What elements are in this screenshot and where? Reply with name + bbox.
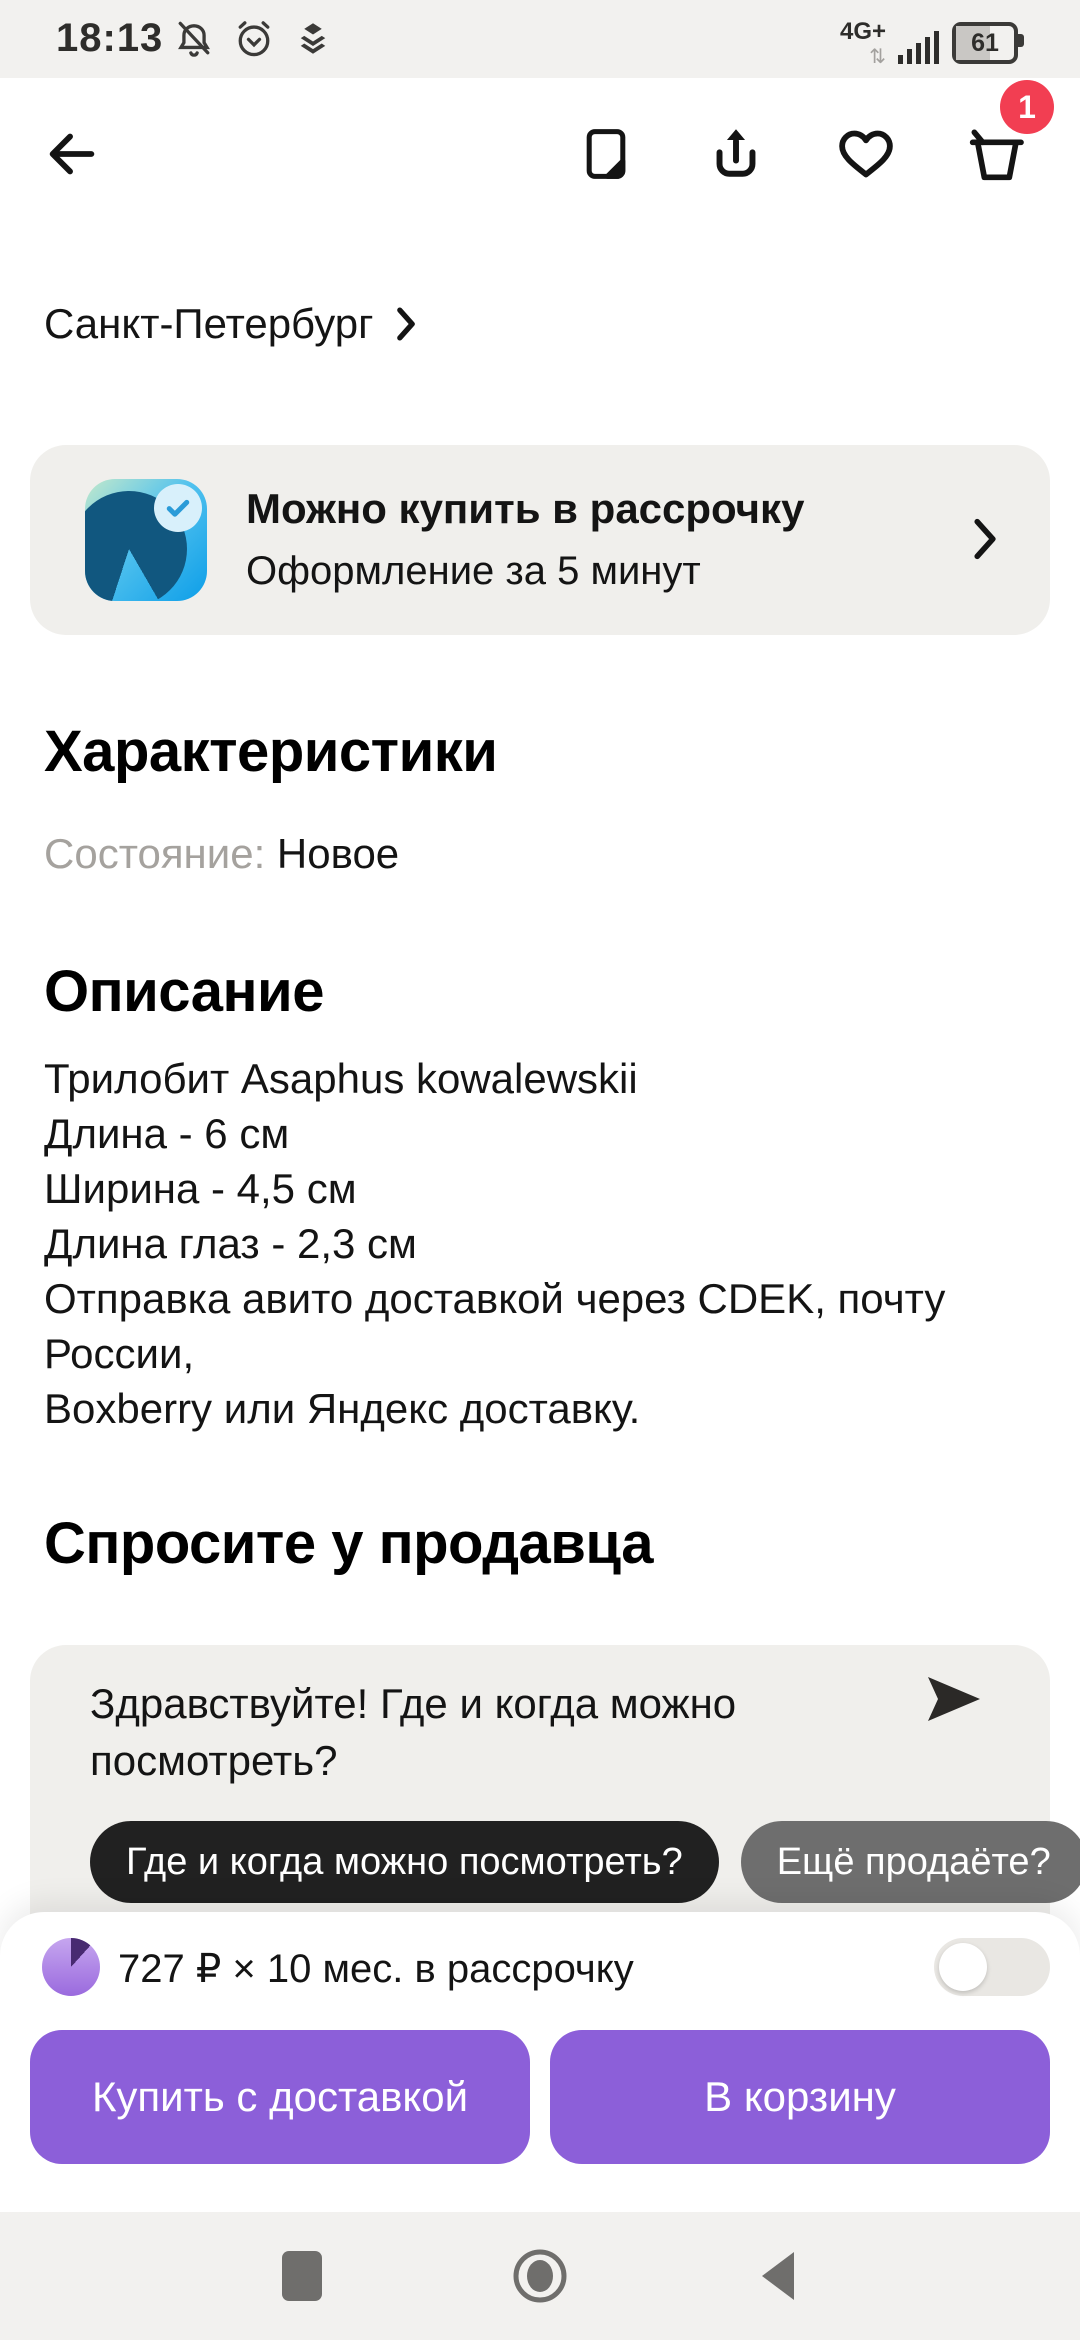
- characteristic-value: Новое: [276, 830, 400, 877]
- android-navigation-bar: [0, 2212, 1080, 2340]
- chevron-right-icon: [972, 517, 998, 561]
- recents-square-icon: [281, 2250, 323, 2302]
- quick-reply-chips: [90, 1821, 1080, 1903]
- battery-icon: [952, 22, 1018, 64]
- characteristics-heading: Характеристики: [44, 719, 498, 784]
- header-actions: [578, 88, 1036, 182]
- heart-icon: [837, 127, 895, 181]
- city-label: Санкт-Петербург: [44, 300, 374, 347]
- home-circle-icon: [512, 2248, 568, 2304]
- purchase-bottom-sheet: [0, 1912, 1080, 2212]
- network-activity-arrows: ⇅: [869, 44, 886, 68]
- description-line: Длина глаз - 2,3 см: [44, 1220, 417, 1267]
- send-button[interactable]: [924, 1673, 984, 1725]
- status-right-cluster: [840, 8, 1018, 70]
- breadcrumb-city[interactable]: [44, 300, 417, 348]
- back-nav-button[interactable]: [750, 2248, 806, 2304]
- message-input[interactable]: Здравствуйте! Где и когда можно посмотреть?: [90, 1680, 737, 1784]
- back-button[interactable]: [40, 122, 104, 186]
- installment-banner[interactable]: [30, 445, 1050, 635]
- battery-nub: [1018, 34, 1024, 47]
- network-indicator: [840, 20, 886, 66]
- chevron-right-icon: [395, 307, 417, 341]
- installment-pie-icon: [42, 1938, 100, 1996]
- banner-texts: [246, 485, 804, 594]
- description-line: Трилобит Asaphus kowalewskii: [44, 1055, 638, 1102]
- app-header: [0, 78, 1080, 238]
- characteristic-label: Состояние:: [44, 830, 266, 877]
- cart-badge: 1: [1000, 80, 1054, 134]
- home-button[interactable]: [512, 2248, 568, 2304]
- description-heading: Описание: [44, 959, 324, 1024]
- back-arrow-icon: [41, 123, 103, 185]
- alarm-clock-icon: [232, 17, 276, 61]
- back-triangle-icon: [758, 2250, 798, 2302]
- banner-title: Можно купить в рассрочку: [246, 485, 805, 532]
- recents-button[interactable]: [274, 2248, 330, 2304]
- battery-percent: 61: [971, 28, 999, 57]
- ask-seller-heading: Спросите у продавца: [44, 1511, 654, 1576]
- installment-app-icon: [85, 479, 207, 601]
- clock-text: 18:13: [56, 16, 164, 60]
- description-line: Длина - 6 см: [44, 1110, 290, 1157]
- add-to-cart-button[interactable]: В корзину: [550, 2030, 1050, 2164]
- favorite-button[interactable]: [838, 126, 894, 182]
- share-icon: [709, 126, 763, 182]
- description-line: Boxberry или Яндекс доставку.: [44, 1385, 641, 1432]
- characteristic-row: [44, 830, 399, 878]
- layers-stack-icon: [292, 18, 334, 60]
- quick-reply-chip[interactable]: Где и когда можно посмотреть?: [90, 1821, 719, 1903]
- status-icons: [172, 17, 334, 61]
- description-line: Отправка авито доставкой через CDEK, почту России,: [44, 1275, 946, 1377]
- check-badge-icon: [154, 484, 202, 532]
- network-type-label: 4G+: [839, 18, 886, 45]
- buy-with-delivery-button[interactable]: Купить с доставкой: [30, 2030, 530, 2164]
- send-icon: [924, 1673, 984, 1725]
- description-line: Ширина - 4,5 см: [44, 1165, 357, 1212]
- note-icon: [583, 126, 629, 182]
- installment-toggle[interactable]: [934, 1938, 1050, 1996]
- note-button[interactable]: [578, 126, 634, 182]
- status-bar: [0, 0, 1080, 78]
- installment-offer-text: 727 ₽ × 10 мес. в рассрочку: [118, 1947, 634, 1991]
- signal-bars-icon: [898, 30, 940, 64]
- quick-reply-chip[interactable]: Ещё продаёте?: [741, 1821, 1080, 1903]
- share-button[interactable]: [708, 126, 764, 182]
- cart-icon: [966, 125, 1026, 183]
- purchase-buttons: [30, 2030, 1050, 2164]
- muted-bell-icon: [172, 17, 216, 61]
- banner-subtitle: Оформление за 5 минут: [246, 549, 701, 593]
- toggle-knob: [939, 1943, 987, 1991]
- cart-button[interactable]: [968, 88, 1036, 182]
- description-text: [44, 1051, 1049, 1436]
